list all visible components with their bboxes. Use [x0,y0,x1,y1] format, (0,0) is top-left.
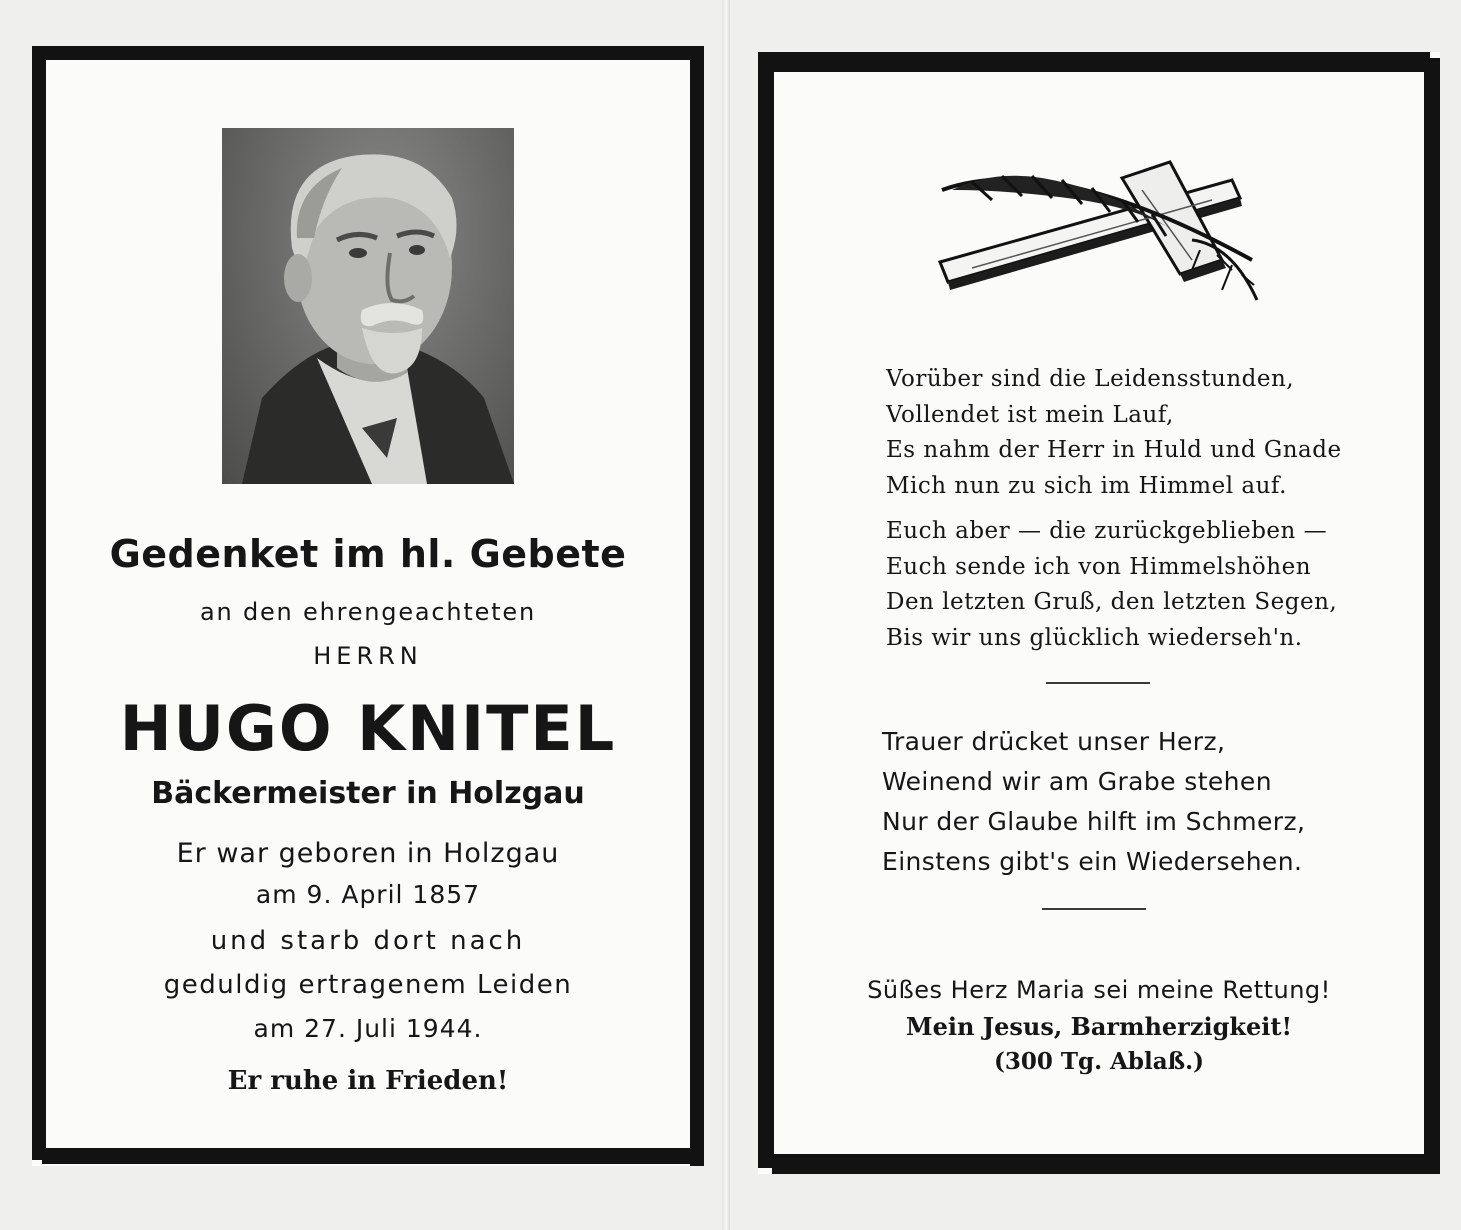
poem-line: Vorüber sind die Leidensstunden, [886,366,1295,392]
back-frame-bottom [772,1154,1440,1174]
life-line: und starb dort nach [210,926,526,956]
cross-with-palm-icon [932,150,1272,310]
portrait-photo [222,128,514,484]
poem-stanza-2 [886,514,1337,656]
poem-line: Es nahm der Herr in Huld und Gnade [886,437,1342,463]
portrait-illustration [222,128,514,484]
indulgence-note: (300 Tg. Ablaß.) [993,1048,1205,1075]
memorial-heading: Gedenket im hl. Gebete [109,532,627,576]
front-frame-right [690,50,704,1166]
poem-line: Euch aber — die zurückgeblieben — [886,518,1328,544]
poem-line: Mich nun zu sich im Himmel auf. [886,472,1287,499]
life-line: am 27. Juli 1944. [253,1014,483,1043]
life-line: Er war geboren in Holzgau [176,838,560,869]
front-frame-left [32,46,46,1160]
poem-line: Weinend wir am Grabe stehen [882,767,1272,796]
prayer-line: Mein Jesus, Barmherzigkeit! [906,1012,1292,1041]
poem-line: Den letzten Gruß, den letzten Segen, [886,589,1338,615]
poem-line: Trauer drücket unser Herz, [882,727,1226,756]
memorial-subheading: an den ehrengeachteten [200,598,536,626]
front-frame-top [40,46,704,60]
divider [1042,908,1146,910]
closing-blessing: Er ruhe in Frieden! [227,1066,509,1096]
poem-line: Euch sende ich von Himmelshöhen [886,553,1312,580]
poem-line: Einstens gibt's ein Wiedersehen. [882,847,1303,876]
occupation: Bäckermeister in Holzgau [151,776,585,811]
life-line: am 9. April 1857 [255,880,481,909]
back-frame-top [770,52,1430,72]
poem-line: Nur der Glaube hilft im Schmerz, [882,807,1306,836]
honorific-title: HERRN [313,642,423,670]
prayer-line: Süßes Herz Maria sei meine Rettung! [867,976,1331,1004]
poem-line: Bis wir uns glücklich wiederseh'n. [886,624,1303,651]
front-frame-bottom [42,1148,702,1164]
deceased-name: HUGO KNITEL [119,692,617,765]
poem-stanza-1 [886,362,1342,504]
poem-stanza-3 [882,722,1305,882]
poem-line: Vollendet ist mein Lauf, [886,401,1174,428]
back-frame-left [758,52,774,1168]
card-fold [722,0,730,1230]
divider [1046,682,1150,684]
life-line: geduldig ertragenem Leiden [163,970,573,1000]
back-frame-right [1424,58,1440,1172]
